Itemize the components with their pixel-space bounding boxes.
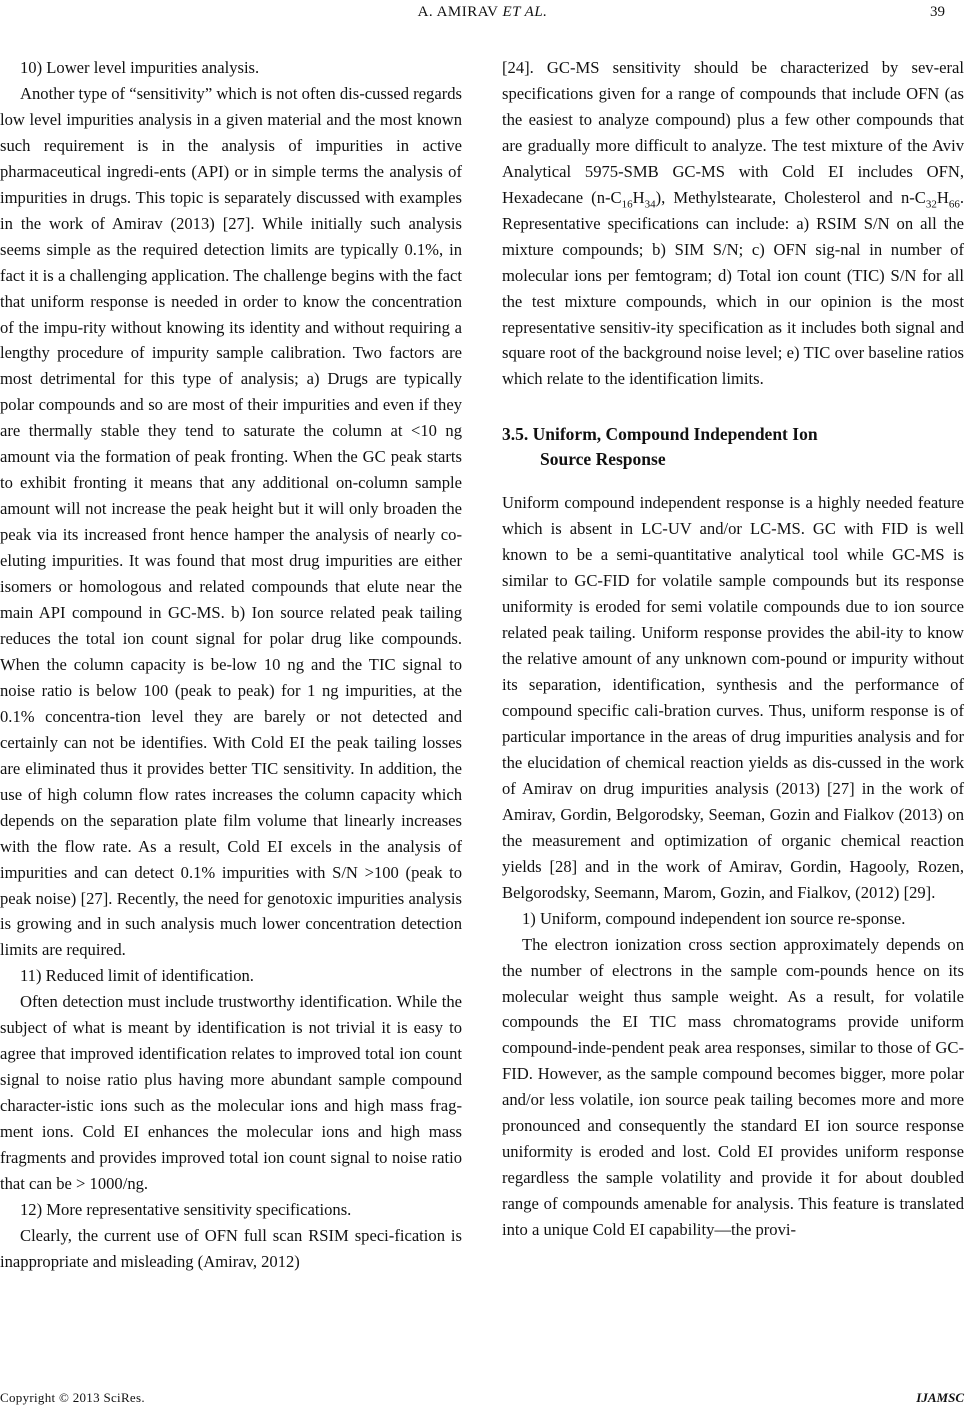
running-head-etal: ET AL. <box>502 4 548 20</box>
paragraph-ei-cross-section: The electron ionization cross section approximately depends on the number of electrons in the sample com-pounds hence on its molecular weight thus sample weight. As a result, for volatile compounds the EI TIC mass chromatograms provide uniform compound-inde-pendent peak area responses, similar to those of GC-FID. However, as the sample compound becomes bigger, more polar and/or less volatile, ion source peak tailing becomes more and more pronounced and consequently the standard EI ion source response uniformity is eroded and lost. Cold EI provides uniform response regardless the sample volatility and provide it for about doubled range of compounds amenable for analysis. This feature is translated into a unique Cold EI capability—the provi- <box>502 934 964 1240</box>
journal-abbrev: IJAMSC <box>916 1390 964 1405</box>
paragraph-item-1: 1) Uniform, compound independent ion source re-sponse. <box>522 908 906 928</box>
paragraph-impurities: Another type of “sensitivity” which is not often dis-cussed regards low level impurities analysis in a given material and the most known such requirement is in the analysis of impurities in active pharmaceutical ingredi-ents (API) or in simple terms the analysis of impurities in drugs. This topic is separately discussed with examples in the work of Amirav (2013) [27]. While initially such analysis seems simple as the required detection limits are typically 0.1%, in fact it is a challenging application. The challenge begins with the fact that uniform response is needed in order to know the concentration of the impu-rity without knowing its identity and without requiring a lengthy procedure of impurity sample calibration. Two factors are most detrimental for this type of analysis; a) Drugs are typically polar compounds and so are most of their impurities and even if they are thermally stable they tend to saturate the column at <10 ng amount via the formation of peak fronting. When the GC peak starts to exhibit fronting it means that any additional on-column sample amount will not increase the peak height but it will only broaden the peak via its increased front hence hamper the analysis of nearly co-eluting impurities. It was found that most drug impurities are either isomers or homologous and related compounds that elute near the main API compound in GC-MS. b) Ion source related peak tailing reduces the total ion count signal for polar drug like compounds. When the column capacity is be-low 10 ng and the TIC signal to noise ratio is below 100 (peak to peak) for 1 ng impurities, at the 0.1% concentra-tion level they are barely or not detected and certainly can not be identifies. With Cold EI the peak tailing losses are eliminated thus it provides better TIC sensitivity. In addition, the use of high column flow rates increases the column capacity which depends on the separation plate film volume that linearly increases with the flow rate. As a result, Cold EI excels in the analysis of impurities and can detect 0.1% impurities with S/N >100 (peak to peak noise) [27]. Recently, the need for genotoxic impurities analysis is growing and in such analysis much lower concentration detection limits are required. <box>0 83 462 960</box>
paragraph-item-12: 12) More representative sensitivity specifications. <box>20 1199 352 1219</box>
running-head <box>0 4 965 21</box>
paragraph-item-11: 11) Reduced limit of identification. <box>20 966 254 986</box>
paragraph-item-10: 10) Lower level impurities analysis. <box>20 58 260 77</box>
section-heading-line2: Source Response <box>540 449 666 470</box>
paragraph-continued: [24]. GC-MS sensitivity should be characterized by sev-eral specifications given for a range of compounds that include OFN (as the easiest to analyze compound) plus a few other compounds that are gradually more difficult to analyze. The test mixture of the Aviv Analytical 5975-SMB GC-MS with Cold EI includes OFN, Hexadecane $(n-C_{16}H_{34})$, Methylstearate, Cholesterol and $n-C_{32}H_{66}$. Representative specifications can include: a) RSIM S/N on all the mixture compounds; b) SIM S/N; c) OFN sig-nal in number of molecular ions per femtogram; d) Total ion count (TIC) S/N for all the test mixture compounds, which in our opinion is the most representative sensitiv-ity specification as it includes both signal and square root of the background noise level; e) TIC over baseline ratios which relate to the identification limits. <box>502 58 964 389</box>
left-column <box>0 55 462 1275</box>
section-heading-line1: 3.5. Uniform, Compound Independent Ion <box>502 424 818 445</box>
running-head-author: A. AMIRAV <box>417 4 499 20</box>
section-heading <box>502 422 964 472</box>
page-number: 39 <box>930 4 945 20</box>
paragraph-uniform-response: Uniform compound independent response is a highly needed feature which is absent in LC-UV and/or LC-MS. GC with FID is well known to be a semi-quantitative analytical tool while GC-MS is similar to GC-FID for volatile sample compounds but its response uniformity is eroded for semi volatile compounds due to ion source related peak tailing. Uniform response provides the abil-ity to know the relative amount of any unknown com-pound or impurity without its separation, identification, synthesis and the performance of compound specific cali-bration curves. Thus, uniform response is of particular importance in the areas of drug impurities analysis and for the elucidation of chemical reaction yields as dis-cussed in the work of Amirav on drug impurities analysis (2013) [27] in the work of Amirav, Gordin, Belgorodsky, Seeman, Gozin and Fialkov (2013) on the measurement and optimization of organic chemical reaction yields [28] and in the work of Amirav, Gordin, Hagooly, Rozen, Belgorodsky, Seemann, Marom, Gozin, and Fialkov, (2012) [29]. <box>502 493 964 902</box>
copyright-notice: Copyright © 2013 SciRes. <box>0 1390 145 1405</box>
right-column <box>502 55 964 1243</box>
paragraph-identification: Often detection must include trustworthy identification. While the subject of what is meant by identification is not trivial it is easy to agree that improved identification relates to improved total ion count signal to noise ratio plus having more abundant sample compound character-istic ions such as the molecular ions and high mass frag-ment ions. Cold EI enhances the molecular ions and high mass fragments and provides improved total ion count signal to noise ratio that can be > 1000/ng. <box>0 992 462 1193</box>
paragraph-specifications: Clearly, the current use of OFN full scan RSIM speci-fication is inappropriate and misleading (Amirav, 2012) <box>0 1225 462 1271</box>
